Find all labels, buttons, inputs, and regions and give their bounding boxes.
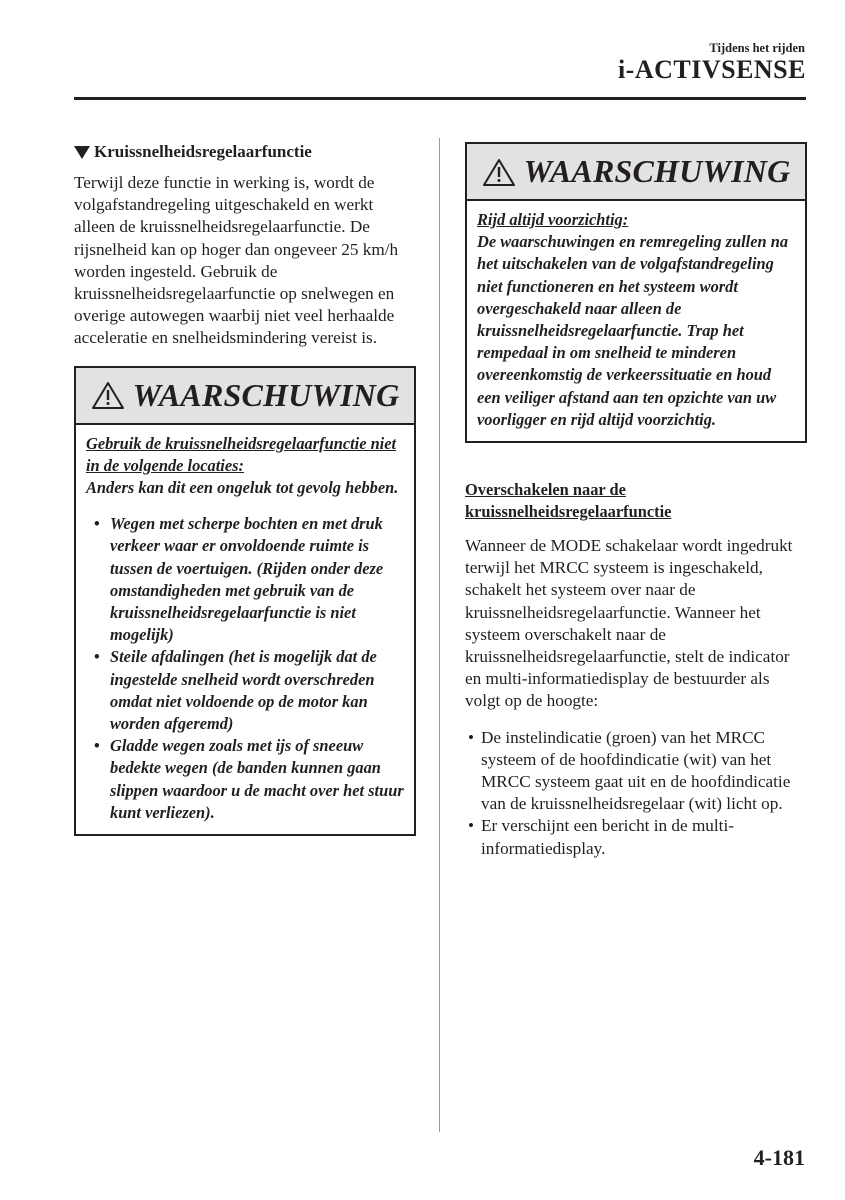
indicator-list <box>465 727 807 860</box>
list-item <box>86 735 404 824</box>
warning-triangle-icon <box>91 380 125 410</box>
running-header-section: Tijdens het rijden <box>709 41 805 55</box>
warning-lead: Anders kan dit een ongeluk tot gevolg hebben. <box>86 478 399 498</box>
list-item-text: De instelindicatie (groen) van het MRCC systeem of de hoofdindicatie (wit) van het MRCC systeem gaat uit en de hoofdindicatie van de kruissnelheidsregelaar (wit) licht op. <box>481 727 791 814</box>
column-divider <box>439 138 440 1132</box>
header-rule <box>74 97 806 100</box>
list-item <box>465 815 807 859</box>
warning-body <box>76 425 414 834</box>
left-column <box>74 142 416 836</box>
warning-lead-underlined: Gebruik de kruissnelheidsregelaarfunctie niet in de volgende locaties: <box>86 433 397 475</box>
subsection-paragraph: Wanneer de MODE schakelaar wordt ingedrukt terwijl het MRCC systeem is ingeschakeld, schakelt het systeem over naar de kruissnelheidsregelaarfunctie. Wanneer het systeem overschakelt naar de kruissnelheidsregelaarfunctie, stelt de indicator en multi-informatiedisplay de bestuurder als volgt op de hoogte: <box>465 536 793 711</box>
warning-body <box>467 201 805 441</box>
subsection <box>465 479 807 860</box>
running-header-title: i-ACTIVSENSE <box>617 55 806 84</box>
bullet-icon: • <box>468 727 475 747</box>
warning-box-right <box>465 142 807 443</box>
bullet-icon: • <box>94 647 100 667</box>
list-item <box>86 646 404 735</box>
list-item-text: Steile afdalingen (het is mogelijk dat de ingestelde snelheid wordt overschreden omdat niet voldoende op de motor kan worden afgeremd) <box>110 647 377 734</box>
bullet-icon: • <box>468 816 475 836</box>
list-item <box>465 727 807 816</box>
warning-text: De waarschuwingen en remregeling zullen na het uitschakelen van de volgafstandregeling niet functioneren en het systeem wordt overgeschakeld naar alleen de kruissnelheidsregelaarfunctie. Trap het rempedaal in om snelheid te minderen overeenkomstig de verkeerssituatie en houd een veiliger afstand aan ten opzichte van uw voorligger en rijd altijd voorzichtig. <box>477 232 789 429</box>
bullet-icon: • <box>94 736 100 756</box>
page-number: 4-181 <box>753 1145 805 1170</box>
warning-list <box>86 513 404 824</box>
warning-header <box>76 368 414 425</box>
list-item <box>86 513 404 646</box>
section-heading <box>74 142 416 162</box>
section-heading-text: Kruissnelheidsregelaarfunctie <box>94 142 312 161</box>
right-column <box>465 142 807 860</box>
subsection-heading: Overschakelen naar de kruissnelheidsregelaarfunctie <box>465 480 672 522</box>
warning-title: WAARSCHUWING <box>523 153 791 189</box>
list-item-text: Er verschijnt een bericht in de multi-informatiedisplay. <box>481 816 734 858</box>
bullet-icon: • <box>94 514 100 534</box>
warning-title: WAARSCHUWING <box>132 376 400 413</box>
intro-paragraph: Terwijl deze functie in werking is, wordt de volgafstandregeling uitgeschakeld en werkt alleen de kruissnelheidsregelaarfunctie. De rijsnelheid kan op hoger dan ongeveer 25 km/h worden ingesteld. Gebruik de kruissnelheidsregelaarfunctie op snelwegen en overige autowegen waarbij niet veel herhaalde acceleratie en snelheidsmindering vereist is. <box>74 173 399 348</box>
list-item-text: Wegen met scherpe bochten en met druk verkeer waar er onvoldoende ruimte is tussen de voertuigen. (Rijden onder deze omstandigheden met gebruik van de kruissnelheidsregelaarfunctie is niet mogelijk) <box>110 514 384 645</box>
warning-header <box>467 144 805 201</box>
down-triangle-icon <box>74 146 90 159</box>
list-item-text: Gladde wegen zoals met ijs of sneeuw bedekte wegen (de banden kunnen gaan slippen waardoor u de macht over het stuur kunt verliezen). <box>110 736 404 822</box>
warning-box-left <box>74 366 416 836</box>
warning-triangle-icon <box>482 157 516 187</box>
warning-lead-underlined: Rijd altijd voorzichtig: <box>477 210 629 229</box>
